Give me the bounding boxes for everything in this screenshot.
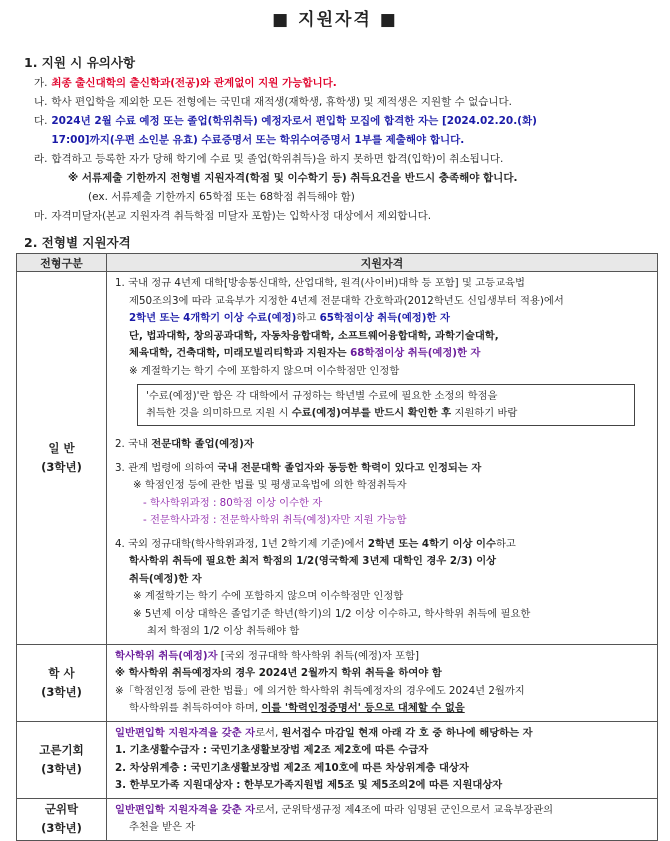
category-equal-opportunity: 고른기회 (3학년) <box>17 721 107 798</box>
note-item: 17:00]까지(우편 소인분 유효) 수료증명서 또는 학위수여증명서 1부를 제출해야 합니다. <box>51 134 465 146</box>
note-item: 마. 자격미달자(본교 지원자격 취득학점 미달자 포함)는 입학사정 대상에서 제외합니다. <box>34 210 432 222</box>
section1-heading: 1. 지원 시 유의사항 <box>24 55 136 70</box>
col-header-qualification: 지원자격 <box>107 254 658 272</box>
qualification-general: 1. 국내 정규 4년제 대학[방송통신대학, 산업대학, 원격(사이버)대학 등 포함] 및 고등교육법 제50조의3에 따라 교육부가 지정한 4년제 전문대학 간호학과(2012학년도 신입생부터 적용)에서 2학년 또는 4개학기 이상 수료(예정)하고 65학점이상 취득(예정)한 자 단, 법과대학, 창의공과대학, 자동차융합대학, 소프트웨어융합대학, 과학기술대학, 체육대학, 건축대학, 미래모빌리티학과 지원자는 68학점이상 취득(예정)한 자 ※ 계절학기는 학기 수에 포함하지 않으며 이수학점만 인정함 '수료(예정)'란 함은 각 대학에서 규정하는 학년별 수료에 필요한 소정의 학점을 취득한 것을 의미하므로 지원 시 수료(예정)여부를 반드시 확인한 후 지원하기 바람 2. 국내 전문대학 졸업(예정)자 3. 관계 법령에 의하여 국내 전문대학 졸업자와 동등한 학력이 있다고 인정되는 자 ※ 학점인정 등에 관한 법률 및 평생교육법에 의한 학점취득자 - 학사학위과정 : 80학점 이상 이수한 자 - 전문학사과정 : 전문학사학위 취득(예정)자만 지원 가능함 4. 국외 정규대학(학사학위과정, 1년 2학기제 기준)에서 2학년 또는 4학기 이상 이수하고 학사학위 취득에 필요한 최저 학점의 1/2(영국학제 3년제 대학인 경우 2/3) 이상 취득(예정)한 자 ※ 계절학기는 학기 수에 포함하지 않으며 이수학점만 인정함 ※ 5년제 이상 대학은 졸업기준 학년(학기)의 1/2 이상 이수하고, 학사학위 취득에 필요한 최저 학점의 1/2 이상 취득해야 함 <box>107 272 658 645</box>
table-row <box>17 721 658 798</box>
page-title: ■ 지원자격 ■ <box>272 10 398 30</box>
table-row <box>17 272 658 645</box>
note-item: 라. 합격하고 등록한 자가 당해 학기에 수료 및 졸업(학위취득)을 하지 못하면 합격(입학)이 취소됩니다. <box>34 153 504 165</box>
notes-list <box>34 74 650 226</box>
category-military: 군위탁 (3학년) <box>17 798 107 840</box>
category-bachelor: 학 사 (3학년) <box>17 644 107 721</box>
note-item: (ex. 서류제출 기한까지 65학점 또는 68학점 취득해야 함) <box>88 191 355 203</box>
qualification-equal-opportunity: 일반편입학 지원자격을 갖춘 자로서, 원서접수 마감일 현재 아래 각 호 중 하나에 해당하는 자 1. 기초생활수급자 : 국민기초생활보장법 제2조 제2호에 따른 수급자 2. 차상위계층 : 국민기초생활보장법 제2조 제10호에 따른 차상위계층 대상자 3. 한부모가족 지원대상자 : 한부모가족지원법 제5조 및 제5조의2에 따른 지원대상자 <box>107 721 658 798</box>
notice-box: '수료(예정)'란 함은 각 대학에서 규정하는 학년별 수료에 필요한 소정의 학점을 취득한 것을 의미하므로 지원 시 수료(예정)여부를 반드시 확인한 후 지원하기 바람 <box>137 384 635 426</box>
note-item: 다. 2024년 2월 수료 예정 또는 졸업(학위취득) 예정자로서 편입학 모집에 합격한 자는 [2024.02.20.(화) <box>34 115 537 127</box>
col-header-type: 전형구분 <box>17 254 107 272</box>
category-general: 일 반 (3학년) <box>17 272 107 645</box>
qualification-military: 일반편입학 지원자격을 갖춘 자로서, 군위탁생규정 제4조에 따라 임명된 군인으로서 교육부장관의 추천을 받은 자 <box>107 798 658 840</box>
qualification-table <box>16 253 658 841</box>
section2-heading: 2. 전형별 지원자격 <box>24 235 131 250</box>
note-item: 가. 최종 출신대학의 출신학과(전공)와 관계없이 지원 가능합니다. <box>34 77 337 89</box>
qualification-bachelor: 학사학위 취득(예정)자 [국외 정규대학 학사학위 취득(예정)자 포함] ※ 학사학위 취득예정자의 경우 2024년 2월까지 학위 취득을 하여야 함 ※「학점인정 등에 관한 법률」에 의거한 학사학위 취득예정자의 경우에도 2024년 2월까지 학사학위를 취득하여야 하며, 이를 '학력인정증명서' 등으로 대체할 수 없음 <box>107 644 658 721</box>
note-item: 나. 학사 편입학을 제외한 모든 전형에는 국민대 재적생(재학생, 휴학생) 및 제적생은 지원할 수 없습니다. <box>34 96 512 108</box>
table-row <box>17 798 658 840</box>
note-item: ※ 서류제출 기한까지 전형별 지원자격(학점 및 이수학기 등) 취득요건을 반드시 충족해야 합니다. <box>68 172 518 184</box>
table-row <box>17 644 658 721</box>
